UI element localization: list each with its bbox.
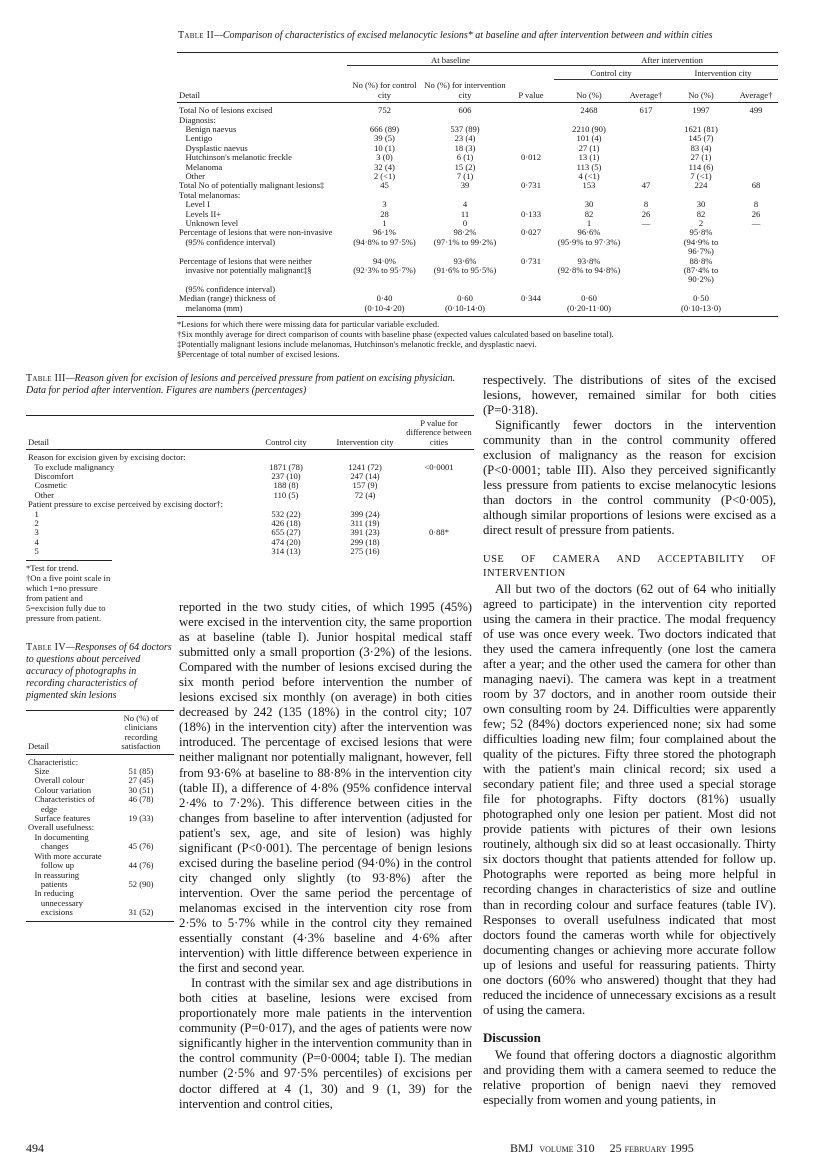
cell	[108, 823, 174, 832]
footnote: ‡Potentially malignant lesions include melanomas, Hutchinson's melanotic freckle, and dysplastic naevi.	[177, 339, 537, 350]
table-row	[26, 538, 474, 547]
cell	[734, 125, 778, 134]
cell: 1871 (78)	[269, 461, 303, 472]
cell: 32 (4)	[374, 161, 395, 172]
col-header: Average†	[739, 89, 773, 100]
cell: 499	[749, 105, 763, 116]
cell	[624, 266, 668, 285]
cell: 666 (89)	[369, 123, 400, 134]
cell	[624, 144, 668, 153]
col-header: No (%) for intervention city	[424, 80, 506, 100]
row-label: Overall usefulness:	[28, 822, 95, 833]
cell	[624, 134, 668, 143]
cell	[508, 125, 554, 134]
row-label: To exclude malignancy	[28, 461, 115, 472]
col-header: Intervention city	[336, 436, 394, 447]
table2-caption: Table II—Comparison of characteristics of excised melanocytic lesions* at baseline and after intervention between and within cities	[178, 30, 713, 41]
table-row	[26, 528, 474, 537]
cell: 101 (4)	[576, 133, 602, 144]
table-row	[26, 481, 474, 490]
cell: 6 (1)	[456, 152, 474, 163]
cell: 8	[753, 199, 759, 210]
cell: 27 (1)	[690, 152, 712, 163]
cell: 426 (18)	[271, 518, 301, 529]
row-label: In reducing	[28, 888, 74, 899]
cell: 110 (5)	[273, 489, 299, 500]
cell: 2468	[580, 105, 598, 116]
cell: 2	[698, 218, 704, 228]
cell	[734, 238, 778, 257]
row-label: With more accurate	[28, 850, 102, 861]
cell	[404, 547, 474, 556]
cell	[624, 304, 668, 313]
cell	[108, 889, 174, 898]
cell: (0·10-13·0)	[680, 302, 722, 313]
col-header: Control city	[265, 436, 307, 447]
table-row	[177, 103, 778, 116]
cell: 0·50	[693, 293, 709, 304]
cell: 26	[641, 208, 651, 219]
detail-header: Detail	[28, 436, 49, 447]
cell	[624, 125, 668, 134]
cell	[508, 134, 554, 143]
cell: 311 (19)	[350, 518, 380, 529]
row-label: Benign naevus	[179, 123, 237, 134]
cell: 39	[460, 180, 470, 191]
table4-caption: Table IV—Responses of 64 doctors to questions about perceived accuracy of photographs in recording characteristics of pigmented skin lesions	[26, 642, 172, 701]
cell: 27 (45)	[128, 775, 154, 786]
row-label: Cosmetic	[28, 480, 67, 491]
row-label: Levels II+	[179, 208, 222, 219]
footnote: §Percentage of total number of excised lesions.	[177, 349, 340, 360]
cell: 10 (1)	[374, 142, 395, 153]
col-header: Average†	[629, 89, 663, 100]
cell: 1621 (81)	[684, 123, 718, 134]
detail-header: Detail	[179, 89, 200, 100]
cell	[508, 116, 554, 125]
section-heading: USE OF CAMERA AND ACCEPTABILITY OF INTERVENTION	[483, 553, 776, 579]
cell: 275 (16)	[350, 546, 380, 557]
cell: 145 (7)	[688, 133, 714, 144]
cell	[508, 304, 554, 313]
cell: 93·6%	[453, 255, 477, 266]
paragraph: Significantly fewer doctors in the intervention community than in the control community offered exclusion of malignancy as the reason for excision (P<0·0001; table III). Also they perceived significantly less pressure from patients to excise melanocytic lesions than doctors in the control community (P<0·005), although similar proportions of lesions were excised as a direct result of pressure from patients.	[483, 418, 776, 538]
cell: 27 (1)	[578, 142, 600, 153]
cell	[624, 228, 668, 237]
cell	[734, 257, 778, 266]
cell: 13 (1)	[578, 152, 600, 163]
detail-header: Detail	[28, 741, 49, 752]
cell	[326, 450, 404, 463]
cell: (92·3% to 95·7%)	[353, 265, 416, 276]
cell: 45 (76)	[128, 841, 154, 852]
cell	[734, 144, 778, 153]
table-row	[177, 210, 778, 219]
cell: 26	[751, 208, 761, 219]
cell: 11	[460, 208, 470, 219]
cell: (0·10-14·0)	[444, 302, 486, 313]
row-label: Other	[179, 170, 206, 181]
cell: 752	[378, 105, 391, 116]
table-row	[177, 266, 778, 285]
cell: 1997	[692, 105, 710, 116]
table-row	[177, 200, 778, 209]
cell: 47	[641, 180, 651, 191]
table2	[177, 52, 778, 359]
table-row	[177, 153, 778, 162]
row-label: Median (range) thickness of	[179, 293, 276, 304]
table-row	[177, 238, 778, 257]
footnote: *Test for trend.	[26, 562, 79, 573]
row-label: (95% confidence interval)	[179, 236, 276, 247]
cell	[624, 257, 668, 266]
paragraph: reported in the two study cities, of which 1995 (45%) were excised in the intervention city, the same proportion as at baseline (table I). Junior hospital medical staff submitted only a small proportion (3·2%) of the lesions. Compared with the number of lesions excised during the six month period before intervention the number of lesions excised six monthly (on average) in both cities decreased by 242 (135 (18%) in the control city; 107 (18%) in the intervention city) after the intervention was introduced. The percentage of excised lesions that were neither malignant nor potentially malignant, however, fell from 93·6% at baseline to 88·8% in the intervention city (table II), a difference of 4·8% (95% confidence interval 2·4% to 7·2%). This difference between cities in the changes from baseline to after intervention (adjusted for patient's sex, age, and site of lesion) was highly significant (P<0·001). The percentage of benign lesions excised during the baseline period (94·0%) in the control city changed only slightly (to 93·8%) after the intervention. Over the same period the percentage of melanomas excised in the intervention city rose from 2·5% to 5·7% while in the control city they remained essentially constant (4·3% baseline and 4·6% after intervention) with little difference between experience in the first and second year.	[179, 600, 472, 976]
row-label: 1	[28, 508, 39, 519]
cell: 0	[462, 218, 468, 228]
footnote: †Six monthly average for direct comparison of counts with baseline phase (expected values calculated based on baseline total).	[177, 329, 614, 340]
cell: 299 (18)	[350, 536, 380, 547]
cell: 23 (4)	[454, 133, 476, 144]
cell: 0·133	[520, 208, 542, 219]
cell: <0·0001	[424, 461, 454, 472]
table-row	[177, 163, 778, 172]
row-label: Reason for excision given by excising doctor:	[28, 452, 186, 463]
cell: 68	[751, 180, 761, 191]
table3-caption: Table III—Reason given for excision of lesions and perceived pressure from patient on excising physician. Data for period after intervention. Figures are numbers (percentages)	[26, 373, 456, 396]
row-label: melanoma (mm)	[179, 302, 243, 313]
cell: 0·012	[520, 152, 542, 163]
cell: 83 (4)	[690, 142, 712, 153]
cell: 0·60	[457, 293, 473, 304]
cell: 399 (24)	[350, 508, 380, 519]
table-row	[26, 510, 474, 519]
col-header: No (%) for control city	[352, 80, 417, 100]
cell: 0·731	[520, 255, 542, 266]
row-label: Patient pressure to excise perceived by excising doctor†:	[28, 499, 223, 510]
row-label: Lentigo	[179, 133, 213, 144]
cell: 19 (33)	[128, 813, 154, 824]
cell: (92·8% to 94·8%)	[557, 265, 621, 276]
row-label: Discomfort	[28, 471, 74, 482]
col-header: No (%)	[688, 89, 714, 100]
cell: (87·4% to 90·2%)	[683, 265, 719, 285]
cell: 28	[380, 208, 389, 219]
cell: (94·9% to 96·7%)	[683, 236, 719, 257]
cell	[734, 266, 778, 285]
cell: (97·1% to 99·2%)	[433, 236, 497, 247]
cell: 98·2%	[453, 227, 477, 238]
cell: 247 (14)	[350, 471, 380, 482]
paragraph: In contrast with the similar sex and age distributions in both cities at baseline, lesions were excised from proportionately more male patients in the intervention community (P=0·017), and the ages of patients were now significantly higher in the intervention community than in the control community (P=0·0004; table I). The median number (2·5% and 97·5% percentiles) of excisions per doctor differed at 4 (1, 30) and 9 (1, 39) for the intervention and control cities,	[179, 976, 472, 1111]
cell: 30	[696, 199, 706, 210]
row-label: 5	[28, 546, 39, 557]
cell	[624, 116, 668, 125]
row-label: Characteristics of	[28, 794, 95, 805]
cell: 153	[582, 180, 596, 191]
cell: 188 (8)	[273, 480, 299, 491]
cell: 7 (1)	[456, 170, 474, 181]
table4	[26, 710, 174, 922]
paragraph: We found that offering doctors a diagnostic algorithm and providing them with a camera seemed to reduce the relative proportion of benign naevi they removed especially from women and young patients, in	[483, 1047, 776, 1108]
cell: 51 (85)	[128, 766, 154, 777]
cell: 39 (5)	[374, 133, 395, 144]
cell	[624, 163, 668, 172]
cell: 44 (76)	[128, 860, 154, 871]
discussion-heading: Discussion	[483, 1029, 541, 1045]
row-label: Surface features	[28, 813, 91, 824]
row-label: Melanoma	[179, 161, 223, 172]
row-label: invasive nor potentially malignant‡§	[179, 265, 312, 276]
cell	[404, 491, 474, 500]
cell: 45	[380, 180, 389, 191]
cell: 4 (<1)	[578, 170, 600, 181]
cell: 0·88*	[428, 527, 450, 538]
cell	[404, 510, 474, 519]
table-row	[177, 304, 778, 313]
cell	[734, 294, 778, 303]
row-label: Unknown level	[179, 218, 239, 228]
table-row	[26, 463, 474, 472]
cell: 617	[639, 105, 653, 116]
footnote: *Lesions for which there were missing data for particular variable excluded.	[177, 319, 440, 330]
cell	[404, 500, 474, 509]
cell: 3	[382, 199, 387, 210]
cell: (91·6% to 95·5%)	[433, 265, 497, 276]
cell: 606	[458, 105, 472, 116]
cell: 532 (22)	[271, 508, 301, 519]
cell	[404, 450, 474, 463]
cell	[404, 538, 474, 547]
col-header: P value	[518, 89, 544, 100]
baseline-header: At baseline	[347, 53, 554, 66]
row-label: Size	[28, 766, 50, 777]
cell: 655 (27)	[271, 527, 301, 538]
page-number: 494	[26, 1141, 44, 1155]
cell	[404, 472, 474, 481]
cell	[508, 163, 554, 172]
right-column	[483, 373, 776, 1108]
cell: 237 (10)	[271, 471, 301, 482]
cell	[404, 481, 474, 490]
table-row	[177, 191, 778, 200]
cell: 96·1%	[373, 227, 396, 238]
cell: (94·8% to 97·5%)	[353, 236, 416, 247]
cell: 537 (89)	[450, 123, 480, 134]
cell: 94·0%	[373, 255, 396, 266]
table-row	[26, 450, 474, 463]
cell	[508, 191, 554, 200]
row-label: Other	[28, 489, 55, 500]
cell: 8	[643, 199, 649, 210]
row-label: In documenting	[28, 831, 89, 842]
cell: 93·8%	[577, 255, 601, 266]
cell	[734, 153, 778, 162]
paragraph: All but two of the doctors (62 out of 64 who initially agreed to participate) in the intervention city reported using the camera in their practice. The modal frequency of use was once every week. Two doctors indicated that they used the camera infrequently (one lost the camera after a year; and the other used the camera for other than managing naevi). The camera was kept in a treatment room by 37 doctors, and in another room outside their own consulting room by 24. Difficulties were apparently few; 52 (84%) doctors experienced none; six had some difficulties loading new film; four complained about the quality of the pictures. Fifty three stored the photograph with the patient's main clinical record; six used a secondary patient file; and three used a special storage file for photographs. Fifty doctors (81%) usually photographed only one lesion per patient. Most did not provide patients with pictures of their own lesions routinely, although six did so at least occasionally. Thirty six doctors thought that patients attended for follow up. Photographs were reported as being more helpful in recording changes in characteristics of size and outline than in recording colour and surface features (table IV). Responses to overall usefulness indicated that most doctors found the cameras worth while for objectively documenting changes or achieving more accurate follow up of lesions and useful for reassuring patients. Thirty one doctors (60% who answered) thought that they had reduced the incidence of unnecessary excisions as a result of using the camera.	[483, 581, 776, 1017]
row-label: excisions	[28, 907, 73, 918]
cell: 2210 (90)	[572, 123, 606, 134]
cell	[734, 228, 778, 237]
cell: 4	[462, 199, 468, 210]
journal-footer: BMJ volume 310 25 february 1995	[510, 1141, 694, 1155]
cell: 0·731	[520, 180, 542, 191]
row-label: Percentage of lesions that were non-invasive	[179, 227, 333, 238]
table-row	[26, 472, 474, 481]
cell	[734, 285, 778, 294]
cell	[508, 103, 554, 116]
cell: 1241 (72)	[348, 461, 382, 472]
cell: 224	[694, 180, 708, 191]
cell: 88·8%	[689, 255, 713, 266]
row-label: unnecessary	[28, 897, 83, 908]
row-label: 2	[28, 518, 39, 529]
cell	[734, 134, 778, 143]
cell: 52 (90)	[128, 878, 154, 889]
cell	[624, 153, 668, 162]
cell: 391 (23)	[350, 527, 380, 538]
after-header: After intervention	[554, 53, 778, 66]
row-label: Dysplastic naevus	[179, 142, 248, 153]
cell: 157 (9)	[352, 480, 378, 491]
row-label: Overall colour	[28, 775, 85, 786]
middle-column	[179, 600, 472, 1112]
cell: 3 (0)	[376, 152, 393, 163]
cell	[734, 163, 778, 172]
cell: 1	[586, 218, 592, 228]
cell: 0·344	[520, 293, 542, 304]
intervention-city-header: Intervention city	[668, 66, 778, 79]
cell: 113 (5)	[576, 161, 602, 172]
row-label: Level I	[179, 199, 211, 210]
row-label: edge	[28, 803, 58, 814]
row-label: Percentage of lesions that were neither	[179, 255, 312, 266]
cell: 314 (13)	[271, 546, 301, 557]
table-row	[177, 181, 778, 190]
cell: 31 (52)	[128, 907, 154, 918]
table-row	[26, 500, 474, 509]
row-label: Total No of potentially malignant lesions‡	[179, 180, 325, 191]
row-label: In reassuring	[28, 869, 80, 880]
row-label: changes	[28, 841, 69, 852]
cell: 95·8%	[689, 227, 713, 238]
cell	[508, 266, 554, 285]
row-label: Characteristic:	[28, 756, 79, 767]
cell: 46 (78)	[128, 794, 154, 805]
cell: 1	[382, 218, 387, 228]
row-label: (95% confidence interval)	[179, 283, 276, 294]
row-label: Total melanomas:	[179, 189, 241, 200]
cell: 82	[584, 208, 594, 219]
paragraph: respectively. The distributions of sites of the excised lesions, however, remained similar for both cities (P=0·318).	[483, 373, 776, 418]
cell: 2 (<1)	[373, 170, 396, 181]
cell: 30	[584, 199, 594, 210]
col-header: P value for difference between cities	[406, 418, 472, 447]
cell: 474 (20)	[271, 536, 301, 547]
cell: 15 (2)	[454, 161, 476, 172]
row-label: Diagnosis:	[179, 114, 216, 125]
cell	[624, 285, 668, 294]
row-label: Hutchinson's melanotic freckle	[179, 152, 292, 163]
cell	[734, 304, 778, 313]
row-label: 3	[28, 527, 39, 538]
row-label: Total No of lesions excised	[179, 105, 273, 116]
cell: —	[751, 218, 761, 228]
cell: —	[641, 218, 651, 228]
table-row	[26, 908, 174, 917]
cell: 96·6%	[577, 227, 601, 238]
cell	[624, 294, 668, 303]
col-header: No (%) of clinicians recording satisfaction	[121, 713, 161, 752]
cell: 72 (4)	[354, 489, 376, 500]
row-label: Colour variation	[28, 784, 92, 795]
table-row	[26, 519, 474, 528]
cell: 0·60	[581, 293, 597, 304]
cell	[508, 238, 554, 257]
cell: 114 (6)	[688, 161, 714, 172]
row-label: patients	[28, 878, 68, 889]
cell: 7 (<1)	[690, 170, 712, 181]
footnote: †On a five point scale in which 1=no pressure from patient and 5=excision fully due to pressure from patient.	[26, 572, 111, 623]
cell: 82	[696, 208, 706, 219]
col-header: No (%)	[576, 89, 602, 100]
control-city-header: Control city	[554, 66, 668, 79]
cell: (95·9% to 97·3%)	[557, 236, 621, 247]
cell: 30 (51)	[128, 784, 154, 795]
row-label: follow up	[28, 860, 75, 871]
table-row	[26, 547, 474, 556]
cell: 0·027	[520, 227, 542, 238]
cell: 0·40	[376, 293, 393, 304]
table3	[26, 415, 474, 623]
cell	[624, 238, 668, 257]
cell: (0·10-4·20)	[364, 302, 405, 313]
cell: 18 (3)	[454, 142, 476, 153]
cell: (0·20-11·00)	[566, 302, 612, 313]
table-row	[177, 134, 778, 143]
cell	[246, 450, 326, 463]
cell	[734, 116, 778, 125]
row-label: 4	[28, 536, 39, 547]
